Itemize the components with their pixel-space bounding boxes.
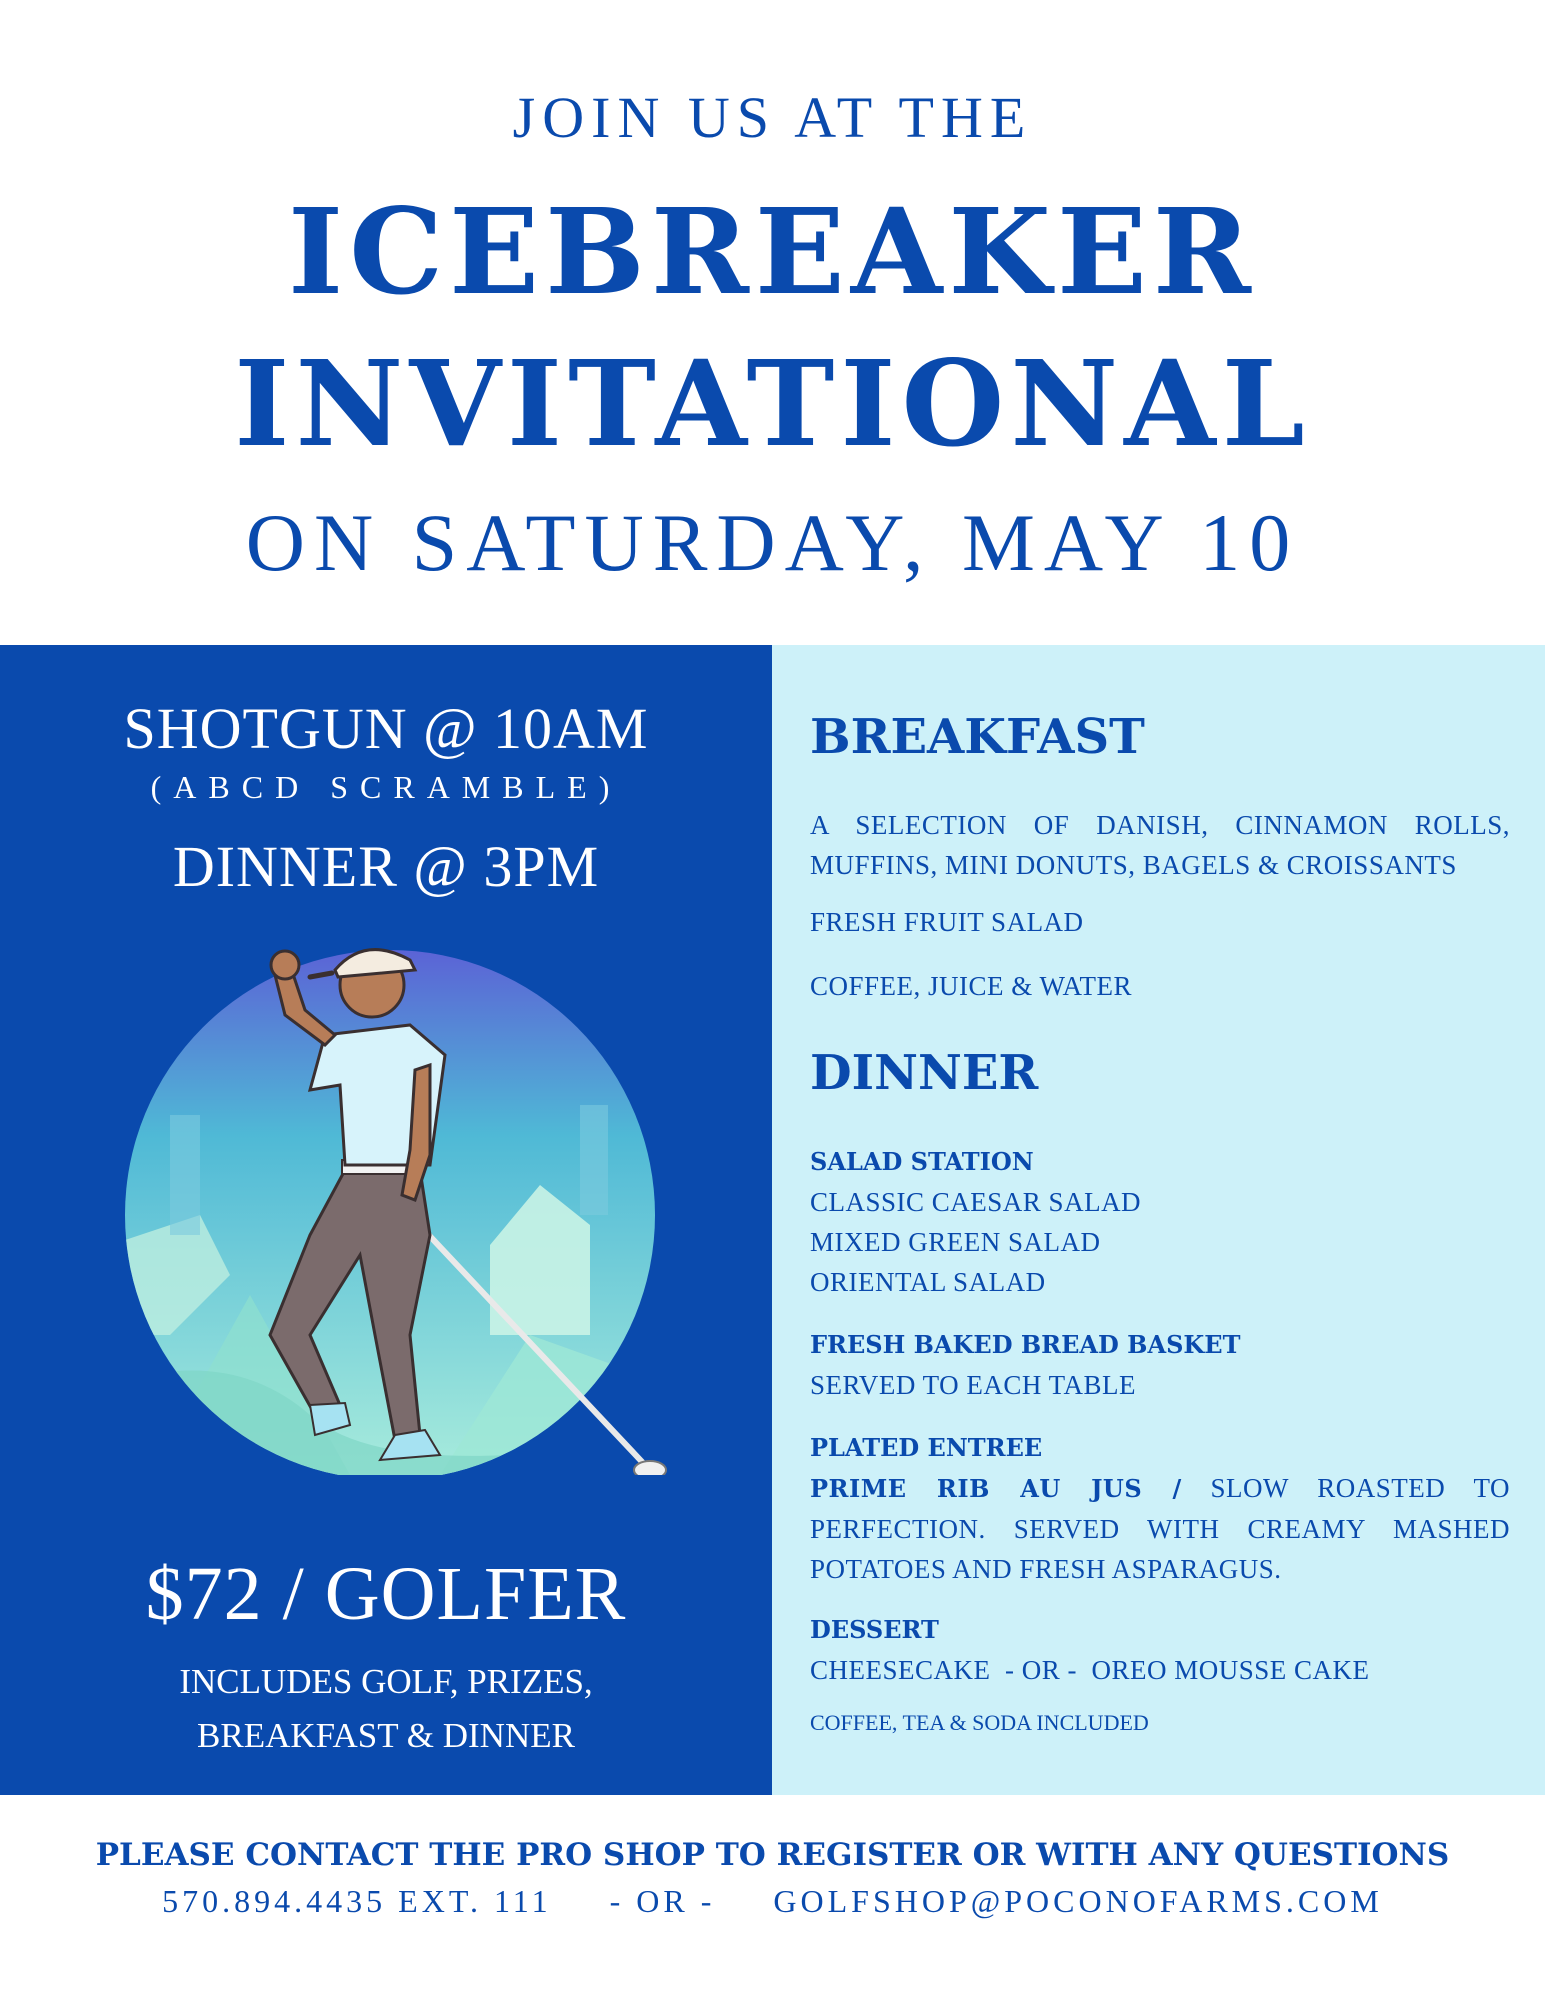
salad-item: MIXED GREEN SALAD <box>810 1227 1101 1257</box>
salad-station-title: SALAD STATION <box>810 1147 1034 1176</box>
tournament-format: (ABCD SCRAMBLE) <box>150 769 622 805</box>
intro-text: JOIN US AT THE <box>512 85 1033 150</box>
breakfast-item-drinks: COFFEE, JUICE & WATER <box>810 971 1133 1001</box>
price-includes <box>0 1655 772 1763</box>
contact-details <box>0 1883 1545 1920</box>
or-separator: - OR - <box>609 1883 716 1919</box>
bread-title: FRESH BAKED BREAD BASKET <box>810 1330 1241 1359</box>
contact-footer <box>0 1795 1545 2000</box>
golfer-celebrating-icon <box>110 915 670 1475</box>
entree-dish: PRIME RIB AU JUS / <box>810 1474 1182 1503</box>
dinner-heading: DINNER <box>810 1045 1039 1101</box>
entree-desc <box>810 1468 1510 1589</box>
event-title-line1: ICEBREAKER <box>288 182 1257 321</box>
contact-message: PLEASE CONTACT THE PRO SHOP TO REGISTER OR WITH ANY QUESTIONS <box>95 1837 1450 1873</box>
bread-desc: SERVED TO EACH TABLE <box>810 1370 1136 1400</box>
event-info-panel <box>0 645 772 1795</box>
flyer-header <box>0 0 1545 645</box>
includes-line-2: BREAKFAST & DINNER <box>197 1716 575 1755</box>
menu-panel <box>772 645 1545 1795</box>
salad-item: CLASSIC CAESAR SALAD <box>810 1187 1142 1217</box>
entree-title: PLATED ENTREE <box>810 1433 1043 1462</box>
breakfast-item-pastries: A SELECTION OF DANISH, CINNAMON ROLLS, MUFFINS, MINI DONUTS, BAGELS & CROISSANTS <box>810 810 1510 880</box>
event-title-line2: INVITATIONAL <box>234 334 1311 473</box>
entree-description: SLOW ROASTED TO PERFECTION. SERVED WITH CREAMY MASHED POTATOES AND FRESH ASPARAGUS. <box>810 1473 1511 1584</box>
salad-station <box>810 1142 1510 1302</box>
bread-basket <box>810 1325 1510 1405</box>
dinner-section <box>810 1045 1510 1101</box>
dessert-desc: CHEESECAKE - OR - OREO MOUSSE CAKE <box>810 1655 1370 1685</box>
dinner-time: DINNER @ 3PM <box>172 834 600 899</box>
dessert <box>810 1610 1510 1690</box>
breakfast-item-fruit: FRESH FRUIT SALAD <box>810 907 1084 937</box>
dessert-title: DESSERT <box>810 1615 939 1644</box>
email-address[interactable]: GOLFSHOP@POCONOFARMS.COM <box>773 1883 1383 1919</box>
salad-item: ORIENTAL SALAD <box>810 1267 1046 1297</box>
phone-number[interactable]: 570.894.4435 EXT. 111 <box>162 1883 552 1919</box>
shotgun-time: SHOTGUN @ 10AM <box>123 696 649 761</box>
plated-entree <box>810 1428 1510 1589</box>
breakfast-section <box>810 709 1510 765</box>
includes-line-1: INCLUDES GOLF, PRIZES, <box>179 1662 593 1701</box>
breakfast-heading: BREAKFAST <box>810 709 1145 765</box>
price: $72 / GOLFER <box>145 1552 627 1636</box>
beverages-note: COFFEE, TEA & SODA INCLUDED <box>810 1710 1149 1735</box>
event-date: ON SATURDAY, MAY 10 <box>245 497 1300 588</box>
